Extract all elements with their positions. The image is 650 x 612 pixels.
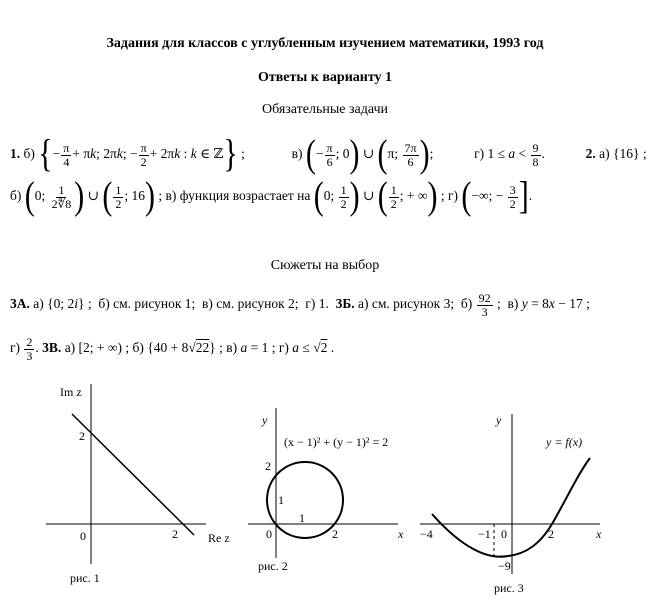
fig2-origin: 0 (266, 527, 272, 541)
fig3-tick-neg4: −4 (420, 527, 433, 541)
problem-2-line: б) (0; $\frac{1}{2∜8}$ ) ∪ ( $\frac{1}{2}$ ; 16) ; в) функция возрастает на (0; $\frac{1}{2}$ ) ∪ ( $\frac{1}{2}$ ; + ∞) ; г) (−∞; − $\frac{3}{2}$ ]. (10, 174, 533, 218)
fig2-tick-y1: 1 (278, 493, 284, 507)
fig1-caption: рис. 1 (70, 571, 100, 585)
fig3-tick-neg9: −9 (498, 559, 511, 573)
fig3-tick-2: 2 (548, 527, 554, 541)
fig2-tick-y2: 2 (265, 459, 271, 473)
page-title: Задания для классов с углубленным изучением математики, 1993 год (106, 36, 544, 51)
fig1-x-tick: 2 (172, 527, 178, 541)
answers-title: Ответы к варианту 1 (257, 70, 393, 85)
p1v-prefix: в) (291, 146, 303, 162)
fig1-y-tick: 2 (79, 429, 85, 443)
fig1-origin: 0 (80, 529, 86, 543)
fig3-y-label: y (496, 413, 502, 427)
figure-1 (46, 384, 230, 585)
problem-1-line: 1. б) {− $\frac{\pi}{4}$ + πk; 2πk; − $\frac{\pi}{2}$ + 2πk : k ∈ ℤ} ; в) (− $\frac{\pi}{6}$ ; 0) ∪ (π; $\frac{7\pi}{6}$ ); г) 1 ≤ a < $\frac{9}{8}$ . 2. а) {16} ; (10, 132, 647, 176)
problem-1-label: 1. (10, 146, 21, 162)
fig1-y-label: Im z (60, 385, 82, 399)
fig2-tick-x1: 1 (299, 511, 305, 525)
fig2-x-label: x (398, 527, 404, 541)
fig3-tick-0: 0 (501, 527, 507, 541)
electives-title: Сюжеты на выбор (270, 258, 380, 273)
fig3-x-label: x (596, 527, 602, 541)
fig1-x-label: Re z (208, 531, 230, 545)
electives-line-1: 3А. а) {0; 2i} ; б) см. рисунок 1; в) см. рисунок 2; г) 1. 3Б. а) см. рисунок 3; б) $\frac{92}{3}$ ; в) y = 8x − 17 ; (10, 291, 590, 319)
mandatory-title: Обязательные задачи (261, 102, 389, 117)
fig2-y-label: y (262, 413, 268, 427)
p1b-prefix: б) (23, 146, 35, 162)
p1g-prefix: г) (474, 146, 485, 162)
fig3-curve (432, 458, 590, 557)
figure-3 (420, 413, 602, 595)
electives-line-2: г) $\frac{2}{3}$ . 3В. а) [2; + ∞) ; б) {40 + 8√22} ; в) a = 1 ; г) a ≤ √2 . (10, 335, 335, 363)
fig3-tick-neg1: −1 (478, 527, 491, 541)
fig2-tick-x2: 2 (332, 527, 338, 541)
fig3-function-label: y = f(x) (546, 435, 583, 449)
fig2-caption: рис. 2 (258, 559, 288, 573)
figures (0, 378, 650, 612)
fig3-caption: рис. 3 (494, 581, 524, 595)
figure-2 (248, 408, 404, 573)
fig1-line (72, 414, 194, 535)
fig2-equation: (x − 1)² + (y − 1)² = 2 (284, 435, 389, 449)
